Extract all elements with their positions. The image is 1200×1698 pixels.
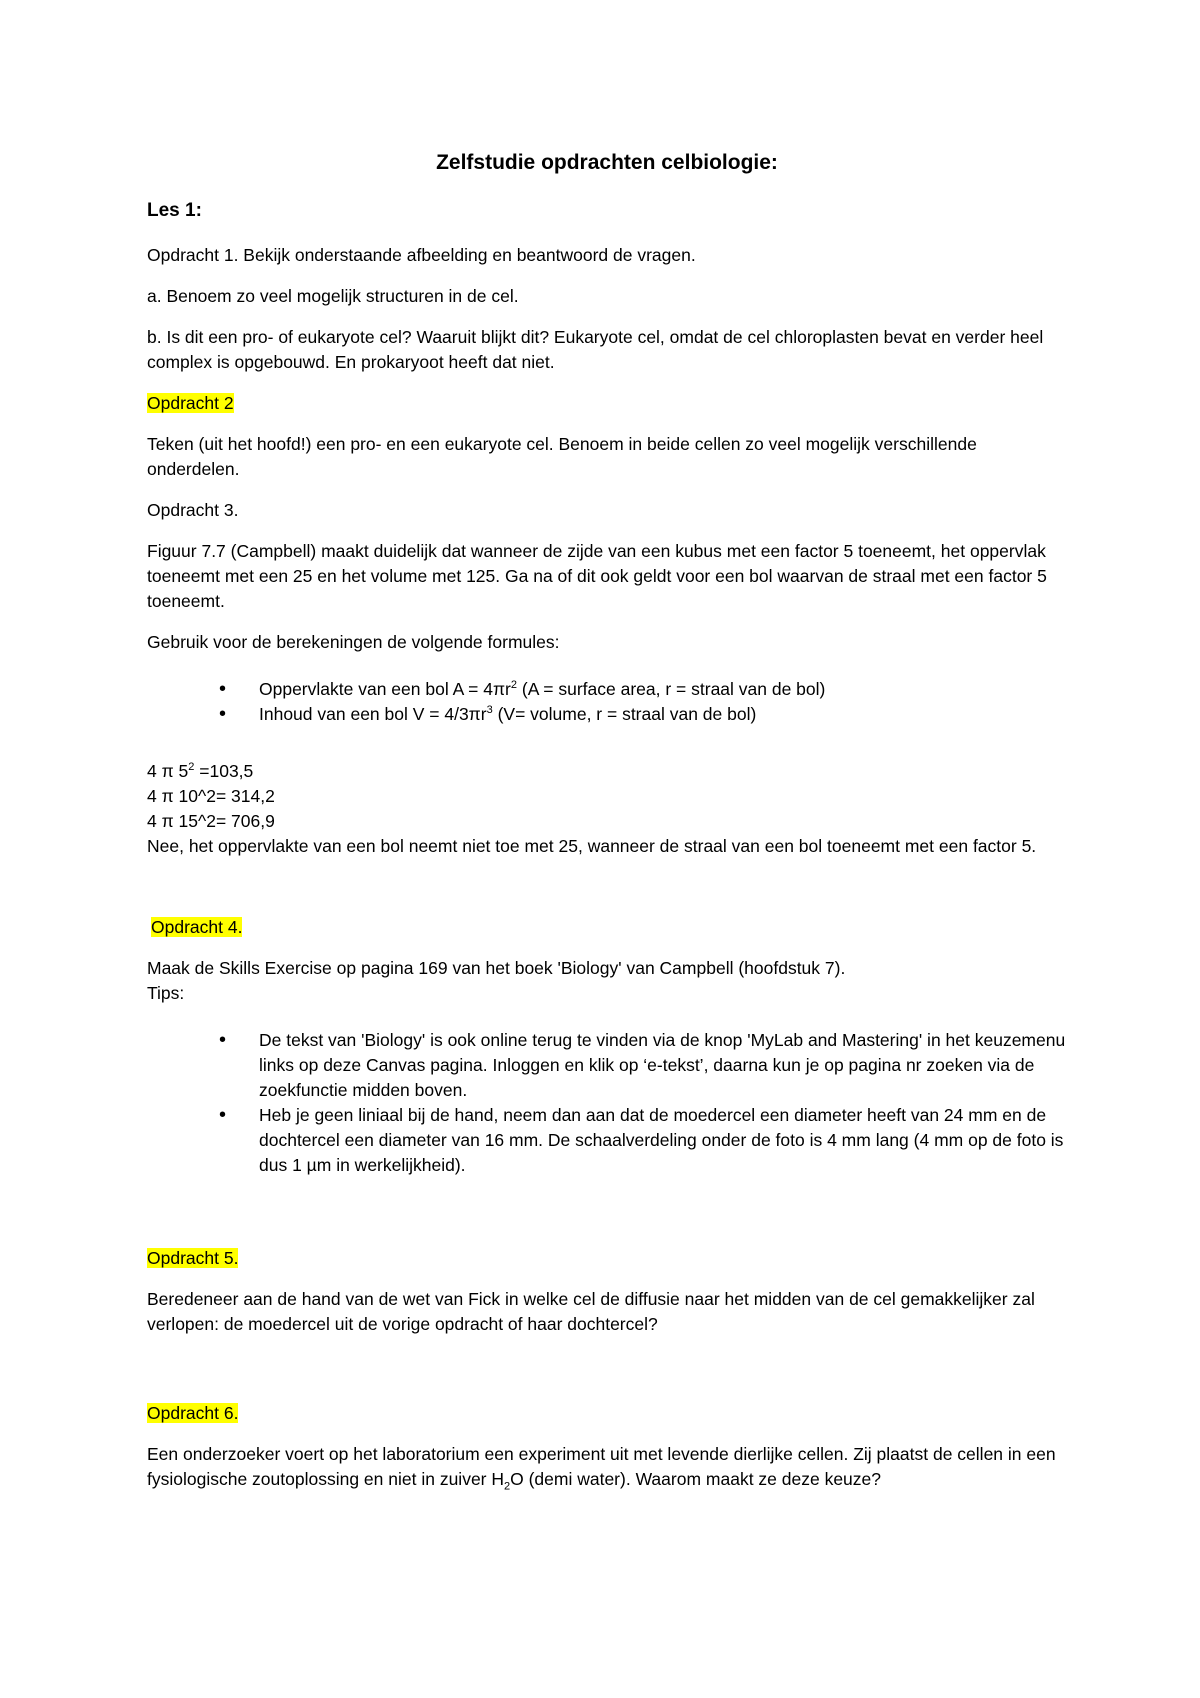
assignment-5-heading: Opdracht 5. — [147, 1248, 239, 1268]
calculation-2: 4 π 10^2= 314,2 — [147, 786, 275, 806]
tip-1: • De tekst van 'Biology' is ook online terug te vinden via de knop 'MyLab and Mastering' in het keuzemenu links op deze Canvas pagina. Inloggen en klik op ‘e-tekst’, daarna kun je op pagina nr zoeken via de zoekfunctie midden boven. — [259, 1028, 1067, 1103]
tip-2: • Heb je geen liniaal bij de hand, neem dan aan dat de moedercel een diameter heeft van 24 mm en de dochtercel een diameter van 16 mm. De schaalverdeling onder de foto is 4 mm lang (4 mm op de foto is dus 1 µm in werkelijkheid). — [259, 1103, 1067, 1178]
assignment-1-heading: Opdracht 1. Bekijk onderstaande afbeelding en beantwoord de vragen. — [147, 245, 696, 265]
assignment-6-text: Een onderzoeker voert op het laboratorium een experiment uit met levende dierlijke cellen. Zij plaatst de cellen in een fysiologische zoutoplossing en niet in zuiver $H_2O$ (demi water). Waarom maakt ze deze keuze? — [147, 1444, 1056, 1493]
formulas-intro: Gebruik voor de berekeningen de volgende formules: — [147, 632, 560, 652]
formula-surface: • Oppervlakte van een bol $A = 4\pi r^2$ (A = surface area, r = straal van de bol) — [259, 677, 1067, 702]
assignment-2-heading-row — [147, 391, 1067, 416]
assignment-4-heading-row — [151, 915, 1067, 940]
lesson-heading: Les 1: — [147, 200, 202, 221]
calculations — [147, 759, 1067, 859]
assignment-3-heading: Opdracht 3. — [147, 500, 239, 520]
assignment-2-text: Teken (uit het hoofd!) een pro- en een eukaryote cel. Benoem in beide cellen zo veel mogelijk verschillende onderdelen. — [147, 434, 977, 479]
assignment-3-text: Figuur 7.7 (Campbell) maakt duidelijk dat wanneer de zijde van een kubus met een factor 5 toeneemt, het oppervlak toeneemt met een 25 en het volume met 125. Ga na of dit ook geldt voor een bol waarvan de straal met een factor 5 toeneemt. — [147, 541, 1047, 611]
calculation-1: 4 π $5^2 =103,5$ — [147, 761, 254, 781]
formula-list — [147, 677, 1067, 727]
assignment-1-question-b: b. Is dit een pro- of eukaryote cel? Waaruit blijkt dit? Eukaryote cel, omdat de cel chloroplasten bevat en verder heel complex is opgebouwd. En prokaryoot heeft dat niet. — [147, 327, 1044, 372]
formula-volume: • Inhoud van een bol $V = 4/3\pi r^3$ (V= volume, r = straal van de bol) — [259, 702, 1067, 727]
tips-label: Tips: — [147, 983, 185, 1003]
assignment-5-heading-row — [147, 1246, 1067, 1271]
document-content — [147, 148, 1067, 1508]
assignment-6-heading: Opdracht 6. — [147, 1403, 239, 1423]
assignment-3-answer: Nee, het oppervlakte van een bol neemt niet toe met 25, wanneer de straal van een bol toeneemt met een factor 5. — [147, 836, 1037, 856]
assignment-2-heading: Opdracht 2 — [147, 393, 234, 413]
tips-list — [147, 1028, 1067, 1178]
assignment-6-heading-row — [147, 1401, 1067, 1426]
document-title: Zelfstudie opdrachten celbiologie: — [436, 151, 778, 174]
calculation-3: 4 π 15^2= 706,9 — [147, 811, 275, 831]
assignment-5-text: Beredeneer aan de hand van de wet van Fick in welke cel de diffusie naar het midden van de cel gemakkelijker zal verlopen: de moedercel uit de vorige opdracht of haar dochtercel? — [147, 1289, 1035, 1334]
assignment-4-text: Maak de Skills Exercise op pagina 169 van het boek 'Biology' van Campbell (hoofdstuk 7). — [147, 958, 846, 978]
assignment-1-question-a: a. Benoem zo veel mogelijk structuren in de cel. — [147, 286, 519, 306]
assignment-4-heading: Opdracht 4. — [151, 917, 243, 937]
